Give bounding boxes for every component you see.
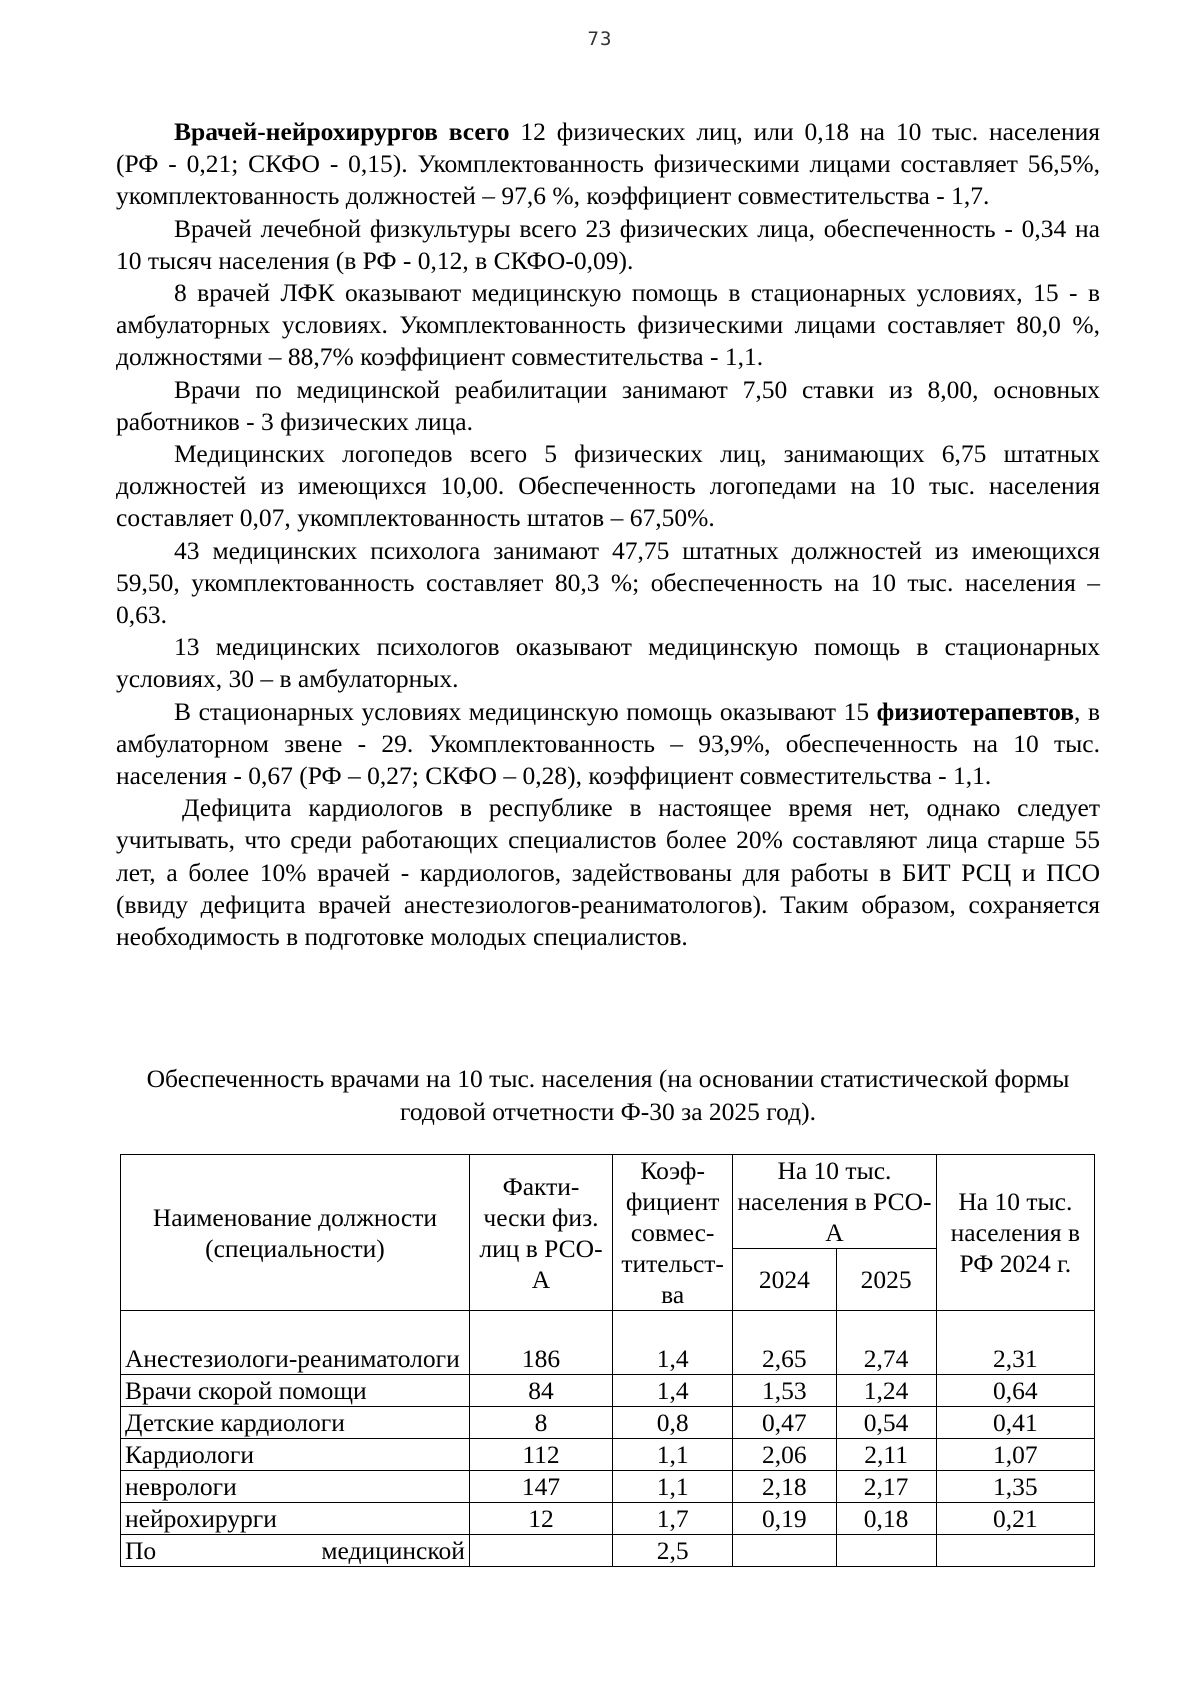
cell-coef: 1,1 xyxy=(613,1471,733,1503)
header-year-2025: 2025 xyxy=(836,1249,936,1311)
cell-2024: 2,18 xyxy=(733,1471,836,1503)
header-actual-persons: Факти-чески физ. лиц в РСО-А xyxy=(469,1155,612,1311)
paragraph-text: , в амбулаторном звене - 29. Укомплектованность – 93,9%, обеспеченность на 10 тыс. населения - 0,67 (РФ – 0,27; СКФО – 0,28), коэффициент совместительства - 1,1. xyxy=(116,696,1101,791)
cell-position xyxy=(121,1535,470,1567)
cell-coef: 1,1 xyxy=(613,1439,733,1471)
table-row xyxy=(121,1471,1095,1503)
cell-position: Детские кардиологи xyxy=(121,1407,470,1439)
document-body xyxy=(116,116,1100,953)
cell-coef: 2,5 xyxy=(613,1535,733,1567)
header-year-2024: 2024 xyxy=(733,1249,836,1311)
cell-rf: 0,21 xyxy=(936,1503,1094,1535)
cell-2025: 0,54 xyxy=(836,1407,936,1439)
cell-rf: 1,07 xyxy=(936,1439,1094,1471)
cell-rf: 1,35 xyxy=(936,1471,1094,1503)
cell-2024 xyxy=(733,1535,836,1567)
cell-coef: 1,4 xyxy=(613,1375,733,1407)
cell-2025: 2,17 xyxy=(836,1471,936,1503)
cell-actual: 112 xyxy=(469,1439,612,1471)
cell-position-text xyxy=(125,1535,465,1566)
table-row xyxy=(121,1407,1095,1439)
paragraph-text: 12 физических лиц, или 0,18 на 10 тыс. населения (РФ - 0,21; СКФО - 0,15). Укомплектованность физическими лицами составляет 56,5%, укомплектованность должностей – 97,6 %, коэффициент совместительства - 1,7. xyxy=(116,117,1101,211)
table-row xyxy=(121,1503,1095,1535)
cell-actual: 186 xyxy=(469,1311,612,1375)
cell-position: Кардиологи xyxy=(121,1439,470,1471)
cell-2024: 2,65 xyxy=(733,1311,836,1375)
cell-actual: 12 xyxy=(469,1503,612,1535)
cell-rf xyxy=(936,1535,1094,1567)
cell-actual: 8 xyxy=(469,1407,612,1439)
paragraph-lfk-conditions: 8 врачей ЛФК оказывают медицинскую помощь в стационарных условиях, 15 - в амбулаторных условиях. Укомплектованность физическими лицами составляет 80,0 %, должностями – 88,7% коэффициент совместительства - 1,1. xyxy=(116,278,1100,372)
staffing-table xyxy=(120,1154,1095,1567)
paragraph-neurosurgeons xyxy=(116,116,1100,213)
table-row xyxy=(121,1311,1095,1375)
cell-position-right: медицинской xyxy=(321,1536,465,1565)
table-row xyxy=(121,1375,1095,1407)
cell-position: неврологи xyxy=(121,1471,470,1503)
paragraph-speech-therapists: Медицинских логопедов всего 5 физических лиц, занимающих 6,75 штатных должностей из имеющихся 10,00. Обеспеченность логопедами на 10 тыс. населения составляет 0,07, укомплектованность штатов – 67,50%. xyxy=(116,439,1100,533)
header-coefficient: Коэф-фициент совмес-тительст-ва xyxy=(613,1155,733,1311)
cell-2025: 2,74 xyxy=(836,1311,936,1375)
cell-coef: 0,8 xyxy=(613,1407,733,1439)
cell-2025: 1,24 xyxy=(836,1375,936,1407)
paragraph-text: В стационарных условиях медицинскую помощь оказывают 15 xyxy=(174,696,877,726)
cell-2024: 0,19 xyxy=(733,1503,836,1535)
cell-2025: 2,11 xyxy=(836,1439,936,1471)
paragraph-rehabilitation: Врачи по медицинской реабилитации занимают 7,50 ставки из 8,00, основных работников - 3 физических лица. xyxy=(116,374,1100,436)
cell-rf: 0,41 xyxy=(936,1407,1094,1439)
paragraph-lfk-doctors: Врачей лечебной физкультуры всего 23 физических лица, обеспеченность - 0,34 на 10 тысяч населения (в РФ - 0,12, в СКФО-0,09). xyxy=(116,213,1100,275)
cell-rf: 2,31 xyxy=(936,1311,1094,1375)
cell-2025: 0,18 xyxy=(836,1503,936,1535)
header-position-name: Наименование должности (специальности) xyxy=(121,1155,470,1311)
bold-lead: Врачей-нейрохирургов всего xyxy=(174,117,510,146)
cell-actual: 84 xyxy=(469,1375,612,1407)
header-per10k-rf: На 10 тыс. населения в РФ 2024 г. xyxy=(936,1155,1094,1311)
paragraph-physiotherapists xyxy=(116,696,1100,793)
cell-2024: 0,47 xyxy=(733,1407,836,1439)
paragraph-psychologists: 43 медицинских психолога занимают 47,75 штатных должностей из имеющихся 59,50, укомплектованность составляет 80,3 %; обеспеченность на 10 тыс. населения – 0,63. xyxy=(116,535,1100,630)
cell-2025 xyxy=(836,1535,936,1567)
header-per10k-rso: На 10 тыс. населения в РСО-А xyxy=(733,1155,937,1249)
cell-2024: 2,06 xyxy=(733,1439,836,1471)
bold-term: физиотерапевтов xyxy=(876,696,1075,726)
paragraph-psychologists-conditions: 13 медицинских психологов оказывают медицинскую помощь в стационарных условиях, 30 – в амбулаторных. xyxy=(116,632,1100,694)
cell-actual: 147 xyxy=(469,1471,612,1503)
table-caption: Обеспеченность врачами на 10 тыс. населения (на основании статистической формы годовой отчетности Ф-30 за 2025 год). xyxy=(146,1064,1070,1126)
cell-position: Анестезиологи-реаниматологи xyxy=(121,1311,470,1375)
cell-rf: 0,64 xyxy=(936,1375,1094,1407)
cell-2024: 1,53 xyxy=(733,1375,836,1407)
cell-coef: 1,4 xyxy=(613,1311,733,1375)
table-row xyxy=(121,1535,1095,1567)
cell-coef: 1,7 xyxy=(613,1503,733,1535)
cell-actual xyxy=(469,1535,612,1567)
cell-position: Врачи скорой помощи xyxy=(121,1375,470,1407)
table-row xyxy=(121,1439,1095,1471)
cell-position-left: По xyxy=(125,1536,157,1565)
paragraph-cardiologists: Дефицита кардиологов в республике в настоящее время нет, однако следует учитывать, что среди работающих специалистов более 20% составляют лица старше 55 лет, а более 10% врачей - кардиологов, задействованы для работы в БИТ РСЦ и ПСО (ввиду дефицита врачей анестезиологов-реаниматологов). Таким образом, сохраняется необходимость в подготовке молодых специалистов. xyxy=(116,793,1100,952)
page-number: 73 xyxy=(587,28,613,50)
cell-position: нейрохирурги xyxy=(121,1503,470,1535)
